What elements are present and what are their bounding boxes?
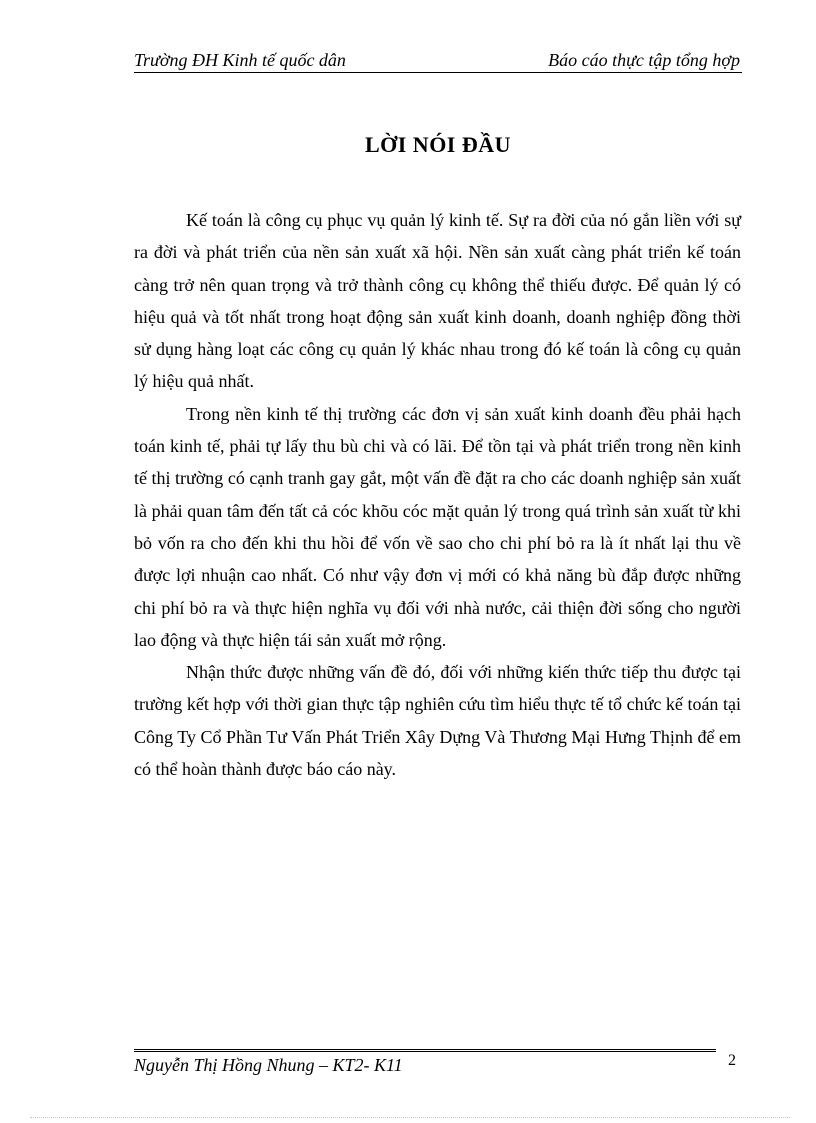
page-header [134,48,742,73]
header-school: Trường ĐH Kinh tế quốc dân [134,50,346,70]
footer-divider [134,1049,716,1052]
paragraph-1: Kế toán là công cụ phục vụ quản lý kinh tế. Sự ra đời của nó gắn liền với sự ra đời và phát triển của nền sản xuất xã hội. Nền sản xuất càng phát triển kế toán càng trở nên quan trọng và trở thành công cụ không thể thiếu được. Để quản lý có hiệu quả và tốt nhất trong hoạt động sản xuất kinh doanh, doanh nghiệp đồng thời sử dụng hàng loạt các công cụ quản lý khác nhau trong đó kế toán là công cụ quản lý hiệu quả nhất. [134,210,741,392]
page-number: 2 [728,1052,736,1069]
footer-author: Nguyễn Thị Hồng Nhung – KT2- K11 [134,1055,403,1075]
paragraph-3: Nhận thức được những vấn đề đó, đối với những kiến thức tiếp thu được tại trường kết hợp với thời gian thực tập nghiên cứu tìm hiểu thực tế tổ chức kế toán tại Công Ty Cổ Phần Tư Vấn Phát Triển Xây Dựng Và Thương Mại Hưng Thịnh để em có thể hoàn thành được báo cáo này. [134,662,741,780]
paragraph-2: Trong nền kinh tế thị trường các đơn vị sản xuất kinh doanh đều phải hạch toán kinh tế, phải tự lấy thu bù chi và có lãi. Để tồn tại và phát triển trong nền kinh tế thị trường có cạnh tranh gay gắt, một vấn đề đặt ra cho các doanh nghiệp sản xuất là phải quan tâm đến tất cả cóc khõu cóc mặt quản lý trong quá trình sản xuất từ khi bỏ vốn ra cho đến khi thu hồi để vốn về sao cho chi phí bỏ ra là ít nhất lại thu về được lợi nhuận cao nhất. Có như vậy đơn vị mới có khả năng bù đắp được những chi phí bỏ ra và thực hiện nghĩa vụ đối với nhà nước, cải thiện đời sống cho người lao động và thực hiện tái sản xuất mở rộng. [134,403,741,650]
page-edge-divider [30,1117,790,1118]
body-text [134,204,741,785]
page-title: LỜI NÓI ĐẦU [364,132,512,157]
header-report-type: Báo cáo thực tập tổng hợp [548,50,740,70]
